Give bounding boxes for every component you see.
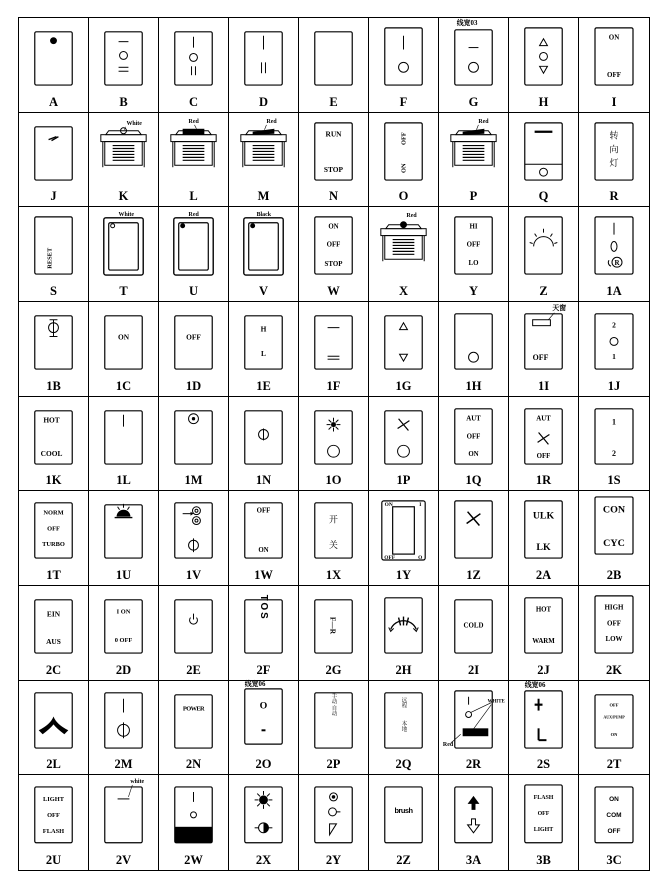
switch-code-label: V — [258, 283, 269, 298]
switch-legend: ON — [608, 33, 620, 42]
switch-cell — [579, 586, 649, 681]
switch-cell — [89, 491, 159, 586]
switch-legend: ULK — [532, 510, 555, 522]
switch-symbol-grid — [18, 17, 650, 871]
switch-code-label: G — [468, 94, 479, 109]
switch-legend: COOL — [40, 448, 63, 458]
switch-cell — [509, 681, 579, 776]
switch-cell — [19, 113, 89, 208]
color-note: 天窗 — [552, 304, 567, 312]
switch-cell — [229, 491, 299, 586]
switch-legend: ON — [117, 332, 130, 342]
switch-code-label: F — [399, 94, 408, 109]
switch-legend: CON — [602, 505, 626, 516]
switch-code-label: H — [538, 94, 549, 109]
switch-legend: POWER — [182, 705, 205, 713]
switch-cell — [19, 207, 89, 302]
switch-code-label: 1F — [326, 378, 341, 393]
switch-legend: F—R — [328, 616, 338, 635]
switch-code-label: 1C — [115, 378, 132, 393]
switch-cell — [579, 302, 649, 397]
switch-legend: I — [419, 502, 422, 509]
switch-cell — [159, 302, 229, 397]
switch-code-label: 3A — [465, 852, 482, 867]
switch-cell — [509, 586, 579, 681]
switch-cell — [369, 302, 439, 397]
switch-cell — [299, 586, 369, 681]
color-note: Black — [256, 212, 272, 219]
switch-legend: I ON — [116, 608, 131, 616]
switch-code-label: 2W — [184, 852, 203, 867]
switch-code-label: 2M — [114, 757, 133, 772]
switch-cell — [19, 775, 89, 870]
switch-legend: OFF — [186, 332, 201, 342]
switch-code-label: 2R — [465, 757, 482, 772]
switch-code-label: 2H — [395, 662, 412, 677]
switch-legend: OFF — [609, 702, 619, 708]
switch-legend: COLD — [463, 622, 484, 630]
switch-code-label: 2D — [115, 662, 132, 677]
switch-cell — [229, 18, 299, 113]
switch-legend: OFF — [466, 241, 481, 249]
switch-code-label: I — [611, 94, 617, 109]
switch-code-label: W — [327, 283, 340, 298]
switch-legend: R — [614, 259, 620, 268]
switch-cell — [299, 113, 369, 208]
switch-legend: 关 — [329, 540, 338, 551]
switch-code-label: 2O — [255, 757, 272, 772]
switch-legend: NORM — [43, 509, 64, 517]
switch-legend: 2 — [612, 448, 616, 458]
switch-legend: H — [260, 324, 267, 334]
switch-legend: LOW — [605, 635, 623, 644]
switch-legend: 本地 — [400, 720, 407, 732]
switch-code-label: 3C — [606, 852, 622, 867]
color-note: 线宽06 — [524, 681, 546, 689]
switch-legend: WHITE — [487, 699, 505, 705]
switch-cell — [299, 397, 369, 492]
switch-legend: AUT — [466, 415, 481, 423]
switch-code-label: 2T — [606, 757, 622, 772]
switch-code-label: 2Y — [325, 852, 342, 867]
switch-code-label: 1G — [395, 378, 412, 393]
switch-code-label: 1V — [185, 567, 202, 582]
switch-legend: OFF — [532, 353, 549, 363]
switch-legend: LK — [536, 542, 551, 554]
switch-cell — [159, 397, 229, 492]
switch-legend: brush — [394, 806, 413, 816]
switch-cell — [579, 775, 649, 870]
switch-code-label: 2B — [606, 567, 622, 582]
switch-legend: AUS — [46, 637, 61, 647]
switch-cell — [509, 113, 579, 208]
switch-code-label: O — [398, 189, 409, 204]
switch-code-label: 2G — [325, 662, 342, 677]
switch-legend: OFF — [537, 811, 550, 818]
switch-code-label: S — [50, 283, 57, 298]
switch-cell — [369, 491, 439, 586]
switch-cell — [439, 18, 509, 113]
switch-legend: L — [261, 349, 266, 359]
switch-cell — [439, 397, 509, 492]
switch-code-label: 2Q — [395, 757, 412, 772]
switch-cell — [159, 775, 229, 870]
switch-code-label: 1E — [256, 378, 271, 393]
switch-legend: 1 — [612, 417, 616, 427]
switch-code-label: 1H — [465, 378, 482, 393]
switch-cell — [159, 681, 229, 776]
color-note: Red — [188, 118, 199, 125]
switch-code-label: R — [609, 189, 619, 204]
switch-code-label: C — [188, 94, 199, 109]
switch-code-label: 1B — [46, 378, 61, 393]
switch-legend: LO — [468, 260, 479, 268]
switch-legend: AUT — [536, 415, 551, 423]
switch-cell — [89, 775, 159, 870]
switch-legend: ON — [468, 450, 479, 458]
switch-code-label: 1I — [537, 378, 550, 393]
switch-code-label: 2X — [255, 852, 272, 867]
switch-legend: ON — [610, 731, 618, 737]
switch-legend: EIN — [46, 609, 61, 619]
switch-legend: HIGH — [604, 603, 624, 612]
switch-cell — [509, 775, 579, 870]
switch-legend: LIGHT — [43, 796, 64, 804]
switch-cell — [229, 681, 299, 776]
switch-legend: 0 OFF — [114, 637, 133, 645]
switch-cell — [299, 491, 369, 586]
switch-legend: 灯 — [609, 157, 619, 168]
switch-code-label: 2A — [535, 567, 552, 582]
switch-code-label: 1O — [325, 473, 342, 488]
switch-code-label: L — [189, 189, 198, 204]
switch-legend: OFF — [47, 525, 60, 533]
switch-legend: OFF — [326, 241, 341, 249]
switch-cell — [19, 397, 89, 492]
color-note: White — [118, 212, 134, 219]
switch-code-label: 2N — [185, 757, 202, 772]
switch-code-label: 2P — [326, 757, 341, 772]
switch-cell — [299, 207, 369, 302]
switch-cell — [579, 491, 649, 586]
switch-legend: WARM — [532, 638, 555, 646]
switch-code-label: B — [119, 94, 128, 109]
switch-code-label: 2K — [606, 662, 622, 677]
color-note: 线宽03 — [456, 19, 478, 27]
switch-cell — [229, 397, 299, 492]
switch-code-label: 2C — [45, 662, 62, 677]
switch-legend: OFF — [536, 452, 551, 460]
color-note: Red — [266, 118, 277, 125]
switch-legend: HOT — [43, 415, 60, 425]
switch-legend: ON — [384, 502, 393, 509]
switch-legend: OFF — [607, 828, 621, 836]
switch-code-label: 2U — [45, 852, 62, 867]
switch-cell — [19, 302, 89, 397]
switch-cell — [579, 681, 649, 776]
switch-legend: 2 — [612, 320, 616, 330]
switch-legend: FLASH — [533, 795, 554, 802]
switch-code-label: P — [469, 189, 478, 204]
switch-cell — [19, 18, 89, 113]
switch-cell — [159, 491, 229, 586]
switch-cell — [369, 207, 439, 302]
switch-legend: OFF — [400, 131, 408, 145]
switch-code-label: U — [188, 283, 199, 298]
switch-code-label: N — [328, 189, 339, 204]
switch-cell — [579, 113, 649, 208]
switch-cell — [229, 113, 299, 208]
switch-code-label: E — [329, 94, 338, 109]
switch-code-label: 2S — [536, 757, 551, 772]
switch-code-label: 1U — [115, 567, 132, 582]
color-note: Red — [406, 213, 417, 220]
switch-code-label: 1Z — [466, 567, 481, 582]
switch-code-label: 1P — [396, 473, 411, 488]
switch-cell — [299, 681, 369, 776]
switch-legend: HOT — [535, 606, 552, 614]
switch-cell — [509, 491, 579, 586]
switch-cell — [509, 302, 579, 397]
switch-legend: ON — [258, 547, 269, 555]
switch-cell — [89, 586, 159, 681]
switch-legend: STOP — [323, 164, 344, 174]
switch-code-label: Y — [468, 283, 479, 298]
switch-code-label: 1Y — [395, 567, 412, 582]
color-note: Red — [442, 741, 454, 748]
switch-code-label: K — [118, 189, 129, 204]
switch-cell — [89, 397, 159, 492]
switch-cell — [369, 113, 439, 208]
switch-code-label: 1X — [325, 567, 342, 582]
switch-code-label: J — [50, 189, 57, 204]
switch-cell — [579, 397, 649, 492]
switch-legend: FLASH — [42, 828, 65, 836]
switch-cell — [89, 681, 159, 776]
color-note: Red — [188, 212, 199, 219]
switch-cell — [299, 775, 369, 870]
switch-code-label: Z — [539, 283, 548, 298]
switch-legend: AUX/PUMP — [603, 714, 625, 720]
switch-code-label: M — [257, 189, 270, 204]
switch-legend: STOP — [324, 261, 343, 269]
switch-cell — [579, 207, 649, 302]
switch-legend: OFF — [607, 71, 621, 80]
switch-legend: TURBO — [42, 541, 65, 549]
switch-code-label: Q — [538, 189, 549, 204]
switch-legend: RESET — [46, 248, 54, 270]
switch-code-label: 3B — [536, 852, 551, 867]
switch-cell — [439, 775, 509, 870]
switch-code-label: 1Q — [465, 473, 482, 488]
switch-legend: O — [259, 700, 268, 712]
switch-legend: 1 — [612, 352, 616, 362]
switch-cell — [439, 491, 509, 586]
switch-cell — [509, 18, 579, 113]
switch-legend: 远程 — [400, 696, 407, 708]
switch-cell — [89, 113, 159, 208]
switch-legend: 转 — [609, 130, 619, 141]
switch-code-label: 1S — [607, 473, 621, 488]
switch-code-label: 2Z — [396, 852, 411, 867]
switch-code-label: 1J — [607, 378, 621, 393]
switch-cell — [439, 302, 509, 397]
switch-legend: OFF — [384, 555, 396, 562]
switch-legend: OFF — [607, 619, 621, 628]
switch-cell — [439, 586, 509, 681]
switch-cell — [89, 207, 159, 302]
switch-legend: RUN — [325, 129, 342, 139]
switch-cell — [369, 681, 439, 776]
switch-cell — [229, 775, 299, 870]
switch-legend: 开 — [329, 514, 338, 525]
switch-cell — [19, 491, 89, 586]
switch-cell — [369, 586, 439, 681]
switch-cell — [159, 18, 229, 113]
switch-legend: OFF — [47, 812, 60, 820]
switch-code-label: 2J — [537, 662, 550, 677]
color-note: Red — [478, 118, 489, 125]
switch-code-label: 2I — [467, 662, 480, 677]
switch-code-label: 1D — [185, 378, 202, 393]
switch-code-label: 1N — [255, 473, 272, 488]
switch-legend: O — [418, 555, 423, 562]
switch-legend: ON — [400, 163, 408, 173]
switch-cell — [19, 681, 89, 776]
switch-legend: ON — [609, 796, 619, 804]
switch-legend: OFF — [256, 508, 271, 516]
switch-code-label: 1L — [116, 473, 131, 488]
switch-cell — [509, 207, 579, 302]
switch-cell — [509, 397, 579, 492]
switch-cell — [439, 113, 509, 208]
switch-legend: 向 — [609, 144, 619, 155]
switch-cell — [229, 586, 299, 681]
switch-code-label: 1A — [606, 283, 622, 298]
switch-legend: OFF — [466, 433, 481, 441]
switch-code-label: 2V — [115, 852, 132, 867]
switch-code-label: 1R — [535, 473, 552, 488]
switch-cell — [369, 775, 439, 870]
switch-legend: ON — [328, 224, 339, 232]
switch-cell — [229, 302, 299, 397]
switch-cell — [19, 586, 89, 681]
switch-cell — [439, 207, 509, 302]
switch-code-label: 2E — [186, 662, 201, 677]
switch-cell — [299, 302, 369, 397]
switch-legend: TOS — [258, 594, 269, 621]
switch-code-label: X — [398, 283, 409, 298]
switch-cell — [579, 18, 649, 113]
switch-code-label: A — [48, 94, 59, 109]
switch-code-label: T — [119, 283, 128, 298]
switch-code-label: D — [258, 94, 269, 109]
switch-legend: HI — [469, 224, 478, 232]
switch-cell — [159, 113, 229, 208]
switch-code-label: 1T — [46, 567, 61, 582]
switch-code-label: 2L — [46, 757, 61, 772]
switch-cell — [299, 18, 369, 113]
switch-cell — [89, 18, 159, 113]
switch-cell — [159, 207, 229, 302]
color-note: White — [126, 120, 142, 127]
switch-cell — [439, 681, 509, 776]
switch-legend: CYC — [603, 538, 625, 550]
switch-cell — [89, 302, 159, 397]
color-note: 线宽06 — [244, 680, 266, 688]
switch-code-label: 1M — [184, 473, 203, 488]
switch-code-label: 1K — [45, 473, 62, 488]
switch-cell — [369, 18, 439, 113]
switch-legend: LIGHT — [533, 827, 554, 834]
switch-legend: COM — [606, 812, 622, 820]
switch-code-label: 1W — [254, 567, 273, 582]
color-note: white — [130, 779, 145, 786]
switch-legend: 手动 自动 — [330, 692, 337, 716]
switch-cell — [369, 397, 439, 492]
switch-cell — [229, 207, 299, 302]
switch-cell — [159, 586, 229, 681]
switch-code-label: 2F — [256, 662, 271, 677]
